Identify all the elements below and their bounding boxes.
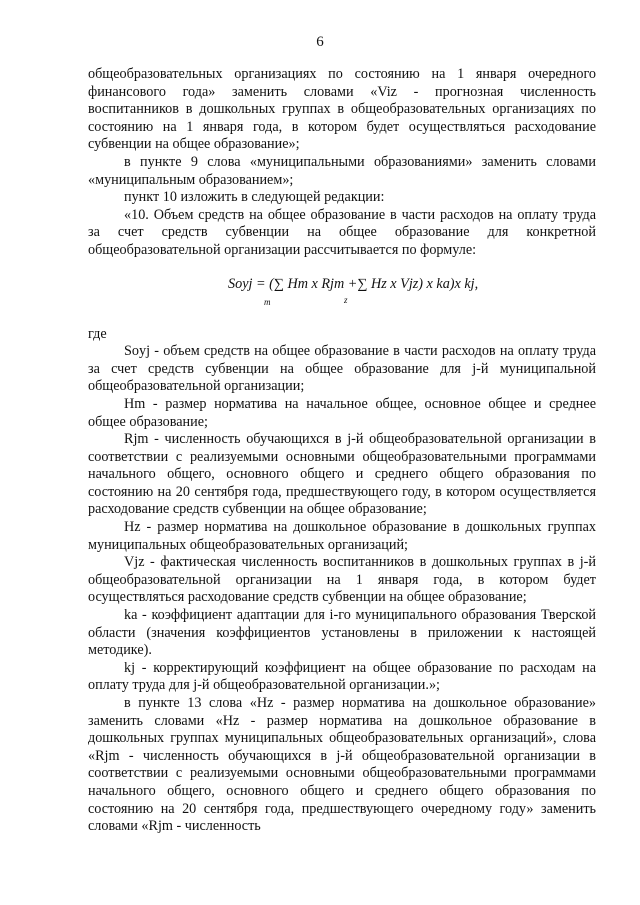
formula-sum-index: m (264, 296, 271, 307)
formula (88, 276, 596, 310)
paragraph: в пункте 9 слова «муниципальными образованиями» заменить словами «муниципальным образованием»; (88, 153, 596, 188)
paragraph: общеобразовательных организациях по состоянию на 1 января очередного финансового года» заменить словами «Viz - прогнозная численность воспитанников в дошкольных группах в общеобразовательных организациях по состоянию на 1 января года, в котором будет осуществляться расходование субвенции на общее образование»; (88, 66, 596, 153)
definition: Rjm - численность обучающихся в j-й общеобразовательной организации в соответствии с реализуемыми основными общеобразовательными программами начального общего, основного общего и среднего общего образования по состоянию на 20 сентября года, предшествующего году, в котором осуществляется расходование средств субвенции на общее образование; (88, 431, 596, 518)
definition: kj - корректирующий коэффициент на общее образование по расходам на оплату труда для j-й общеобразовательной организации.»; (88, 659, 596, 694)
definition: Hm - размер норматива на начальное общее, основное общее и среднее общее образование; (88, 395, 596, 430)
definition: ka - коэффициент адаптации для i-го муниципального образования Тверской области (значения коэффициентов установлены в приложении к настоящей методике). (88, 607, 596, 659)
definition: Vjz - фактическая численность воспитанников в дошкольных группах в j-й общеобразовательной организации на 1 января года, в котором будет осуществляться расходование средств субвенции на общее образование; (88, 554, 596, 606)
where-label: где (88, 325, 107, 342)
formula-sum-index: z (344, 294, 348, 305)
paragraph: «10. Объем средств на общее образование в части расходов на оплату труда за счет средств субвенции на общее образование для конкретной общеобразовательной организации рассчитывается по формуле: (88, 206, 596, 258)
formula-text: Soyj = (∑ Hm x Rjm +∑ Hz x Vjz) x ka)x kj, (228, 275, 479, 292)
definition: Hz - размер норматива на дошкольное образование в дошкольных группах муниципальных общеобразовательных организаций; (88, 519, 596, 553)
paragraph: в пункте 13 слова «Hz - размер норматива на дошкольное образование» заменить словами «Hz - размер норматива на дошкольное образование в дошкольных группах муниципальных общеобразовательных организаций», слова «Rjm - численность обучающихся в j-й общеобразовательной организации в соответствии с реализуемыми основными общеобразовательными программами начального общего, основного общего и среднего общего образования по состоянию на 20 сентября года, предшествующего очередному году» заменить словами «Rjm - численность (88, 695, 596, 835)
page-number: 6 (316, 34, 324, 50)
definition: Soyj - объем средств на общее образование в части расходов на оплату труда за счет средств субвенции на общее образование для j-й муниципальной общеобразовательной организации; (88, 343, 596, 395)
document-body (88, 66, 596, 836)
paragraph: пункт 10 изложить в следующей редакции: (124, 189, 385, 206)
